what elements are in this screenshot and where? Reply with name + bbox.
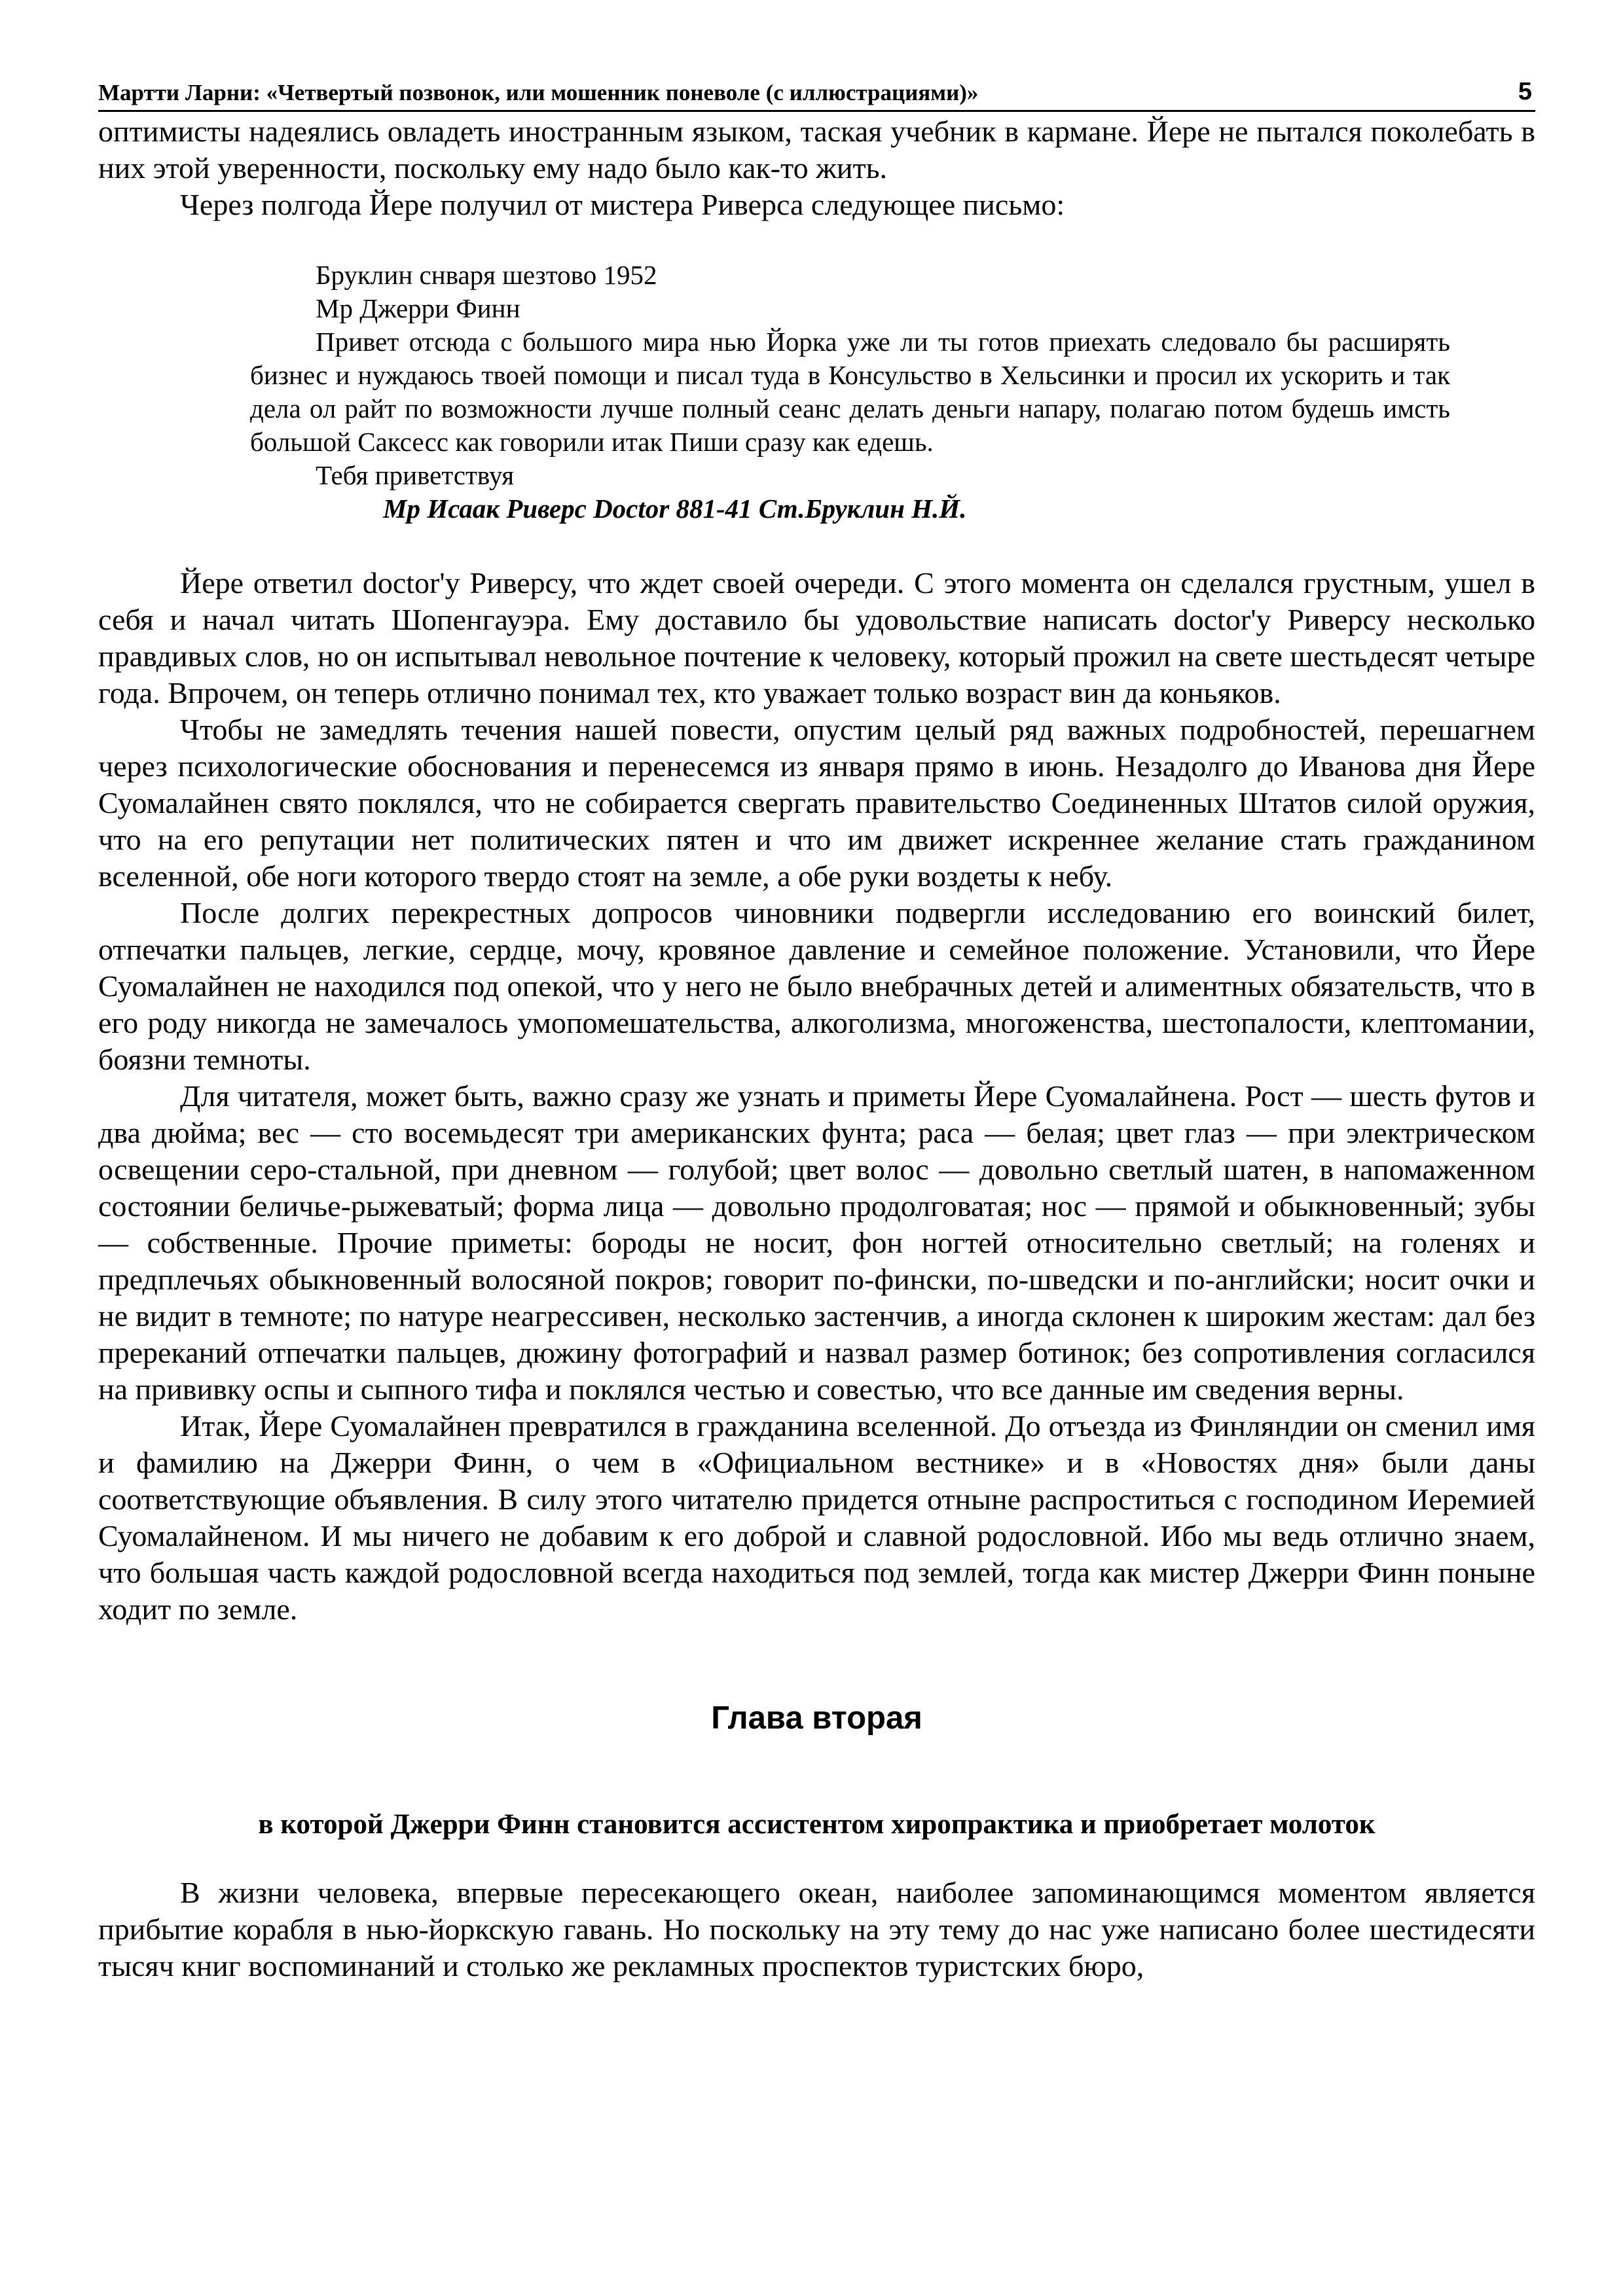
letter-block <box>250 259 1450 526</box>
paragraph: Йере ответил doctor'у Риверсу, что ждет своей очереди. С этого момента он сделался грустным, ушел в себя и начал читать Шопенгауэра. Ему доставило бы удовольствие написать doctor'у Риверсу несколько правдивых слов, но он испытывал невольное почтение к человеку, который прожил на свете шестьдесят четыре года. Впрочем, он теперь отлично понимал тех, кто уважает только возраст вин да коньяков. <box>98 566 1535 709</box>
letter-signature: Мр Исаак Риверс Doctor 881-41 Ст.Бруклин Н.Й. <box>383 493 967 524</box>
chapter-title: Глава вторая <box>711 1700 922 1736</box>
paragraph: После долгих перекрестных допросов чиновники подвергли исследованию его воинский билет, отпечатки пальцев, легкие, сердце, мочу, кровяное давление и семейное положение. Установили, что Йере Суомалайнен не находился под опекой, что у него не было внебрачных детей и алиментных обязательств, что в его роду никогда не замечалось умопомешательства, алкоголизма, многоженства, шестопалости, клептомании, боязни темноты. <box>98 896 1535 1076</box>
paragraph: В жизни человека, впервые пересекающего океан, наиболее запоминающимся моментом является прибытие корабля в нью-йоркскую гавань. Но поскольку на эту тему до нас уже написано более шестидесяти тысяч книг воспоминаний и столько же рекламных проспектов туристских бюро, <box>98 1876 1535 1982</box>
paragraph: Через полгода Йере получил от мистера Риверса следующее письмо: <box>180 188 1065 221</box>
letter-addressee: Мр Джерри Финн <box>316 293 520 323</box>
main-text-continued <box>98 565 1535 1628</box>
paragraph: Итак, Йере Суомалайнен превратился в гражданина вселенной. До отъезда из Финляндии он сменил имя и фамилию на Джерри Финн, о чем в «Официальном вестнике» и в «Новостях дня» были даны соответствующие объявления. В силу этого читателю придется отныне распроститься с господином Иеремией Суомалайненом. И мы ничего не добавим к его доброй и славной родословной. Ибо мы ведь отлично знаем, что большая часть каждой родословной всегда находиться под землей, тогда как мистер Джерри Финн поныне ходит по земле. <box>98 1409 1535 1626</box>
chapter-subtitle: в которой Джерри Финн становится ассистентом хиропрактика и приобретает молоток <box>258 1809 1376 1840</box>
letter-body: Привет отсюда с большого мира нью Йорка уже ли ты готов приехать следовало бы расширять бизнес и нуждаюсь твоей помощи и писал туда в Консульство в Хельсинки и просил их ускорить и так дела ол райт по возможности лучше полный сеанс делать деньги напару, полагаю потом будешь имсть большой Саксесс как говорили итак Пиши сразу как едешь. <box>250 327 1450 457</box>
main-text <box>98 113 1535 223</box>
paragraph: Чтобы не замедлять течения нашей повести, опустим целый ряд важных подробностей, перешагнем через психологические обоснования и перенесемся из января прямо в июнь. Незадолго до Иванова дня Йере Суомалайнен свято поклялся, что не собирается свергать правительство Соединенных Штатов силой оружия, что на его репутации нет политических пятен и что им движет искреннее желание стать гражданином вселенной, обе ноги которого твердо стоят на земле, а обе руки воздеты к небу. <box>98 713 1535 893</box>
paragraph: Для читателя, может быть, важно сразу же узнать и приметы Йере Суомалайнена. Рост — шесть футов и два дюйма; вес — сто восемьдесят три американских фунта; раса — белая; цвет глаз — при электрическом освещении серо-стальной, при дневном — голубой; цвет волос — довольно светлый шатен, в напомаженном состоянии беличье-рыжеватый; форма лица — довольно продолговатая; нос — прямой и обыкновенный; зубы — собственные. Прочие приметы: бороды не носит, фон ногтей относительно светлый; на голенях и предплечьях обыкновенный волосяной покров; говорит по-фински, по-шведски и по-английски; носит очки и не видит в темноте; по натуре неагрессивен, несколько застенчив, а иногда склонен к широким жестам: дал без пререканий отпечатки пальцев, дюжину фотографий и назвал размер ботинок; без сопротивления согласился на прививку оспы и сыпного тифа и поклялся честью и совестью, что все данные им сведения верны. <box>98 1079 1535 1406</box>
spacer <box>98 526 1535 564</box>
letter-dateline: Бруклин снваря шезтово 1952 <box>316 260 657 290</box>
letter-closing: Тебя приветствуя <box>316 460 515 490</box>
document-page <box>98 72 1535 1984</box>
running-header <box>98 72 1535 112</box>
paragraph-continued: оптимисты надеялись овладеть иностранным языком, таская учебник в кармане. Йере не пытался поколебать в них этой уверенности, поскольку ему надо было как-то жить. <box>98 115 1535 185</box>
page-number: 5 <box>1518 78 1532 105</box>
chapter-text <box>98 1874 1535 1984</box>
book-title: Мартти Ларни: «Четвертый позвонок, или мошенник поневоле (с иллюстрациями)» <box>98 80 979 105</box>
